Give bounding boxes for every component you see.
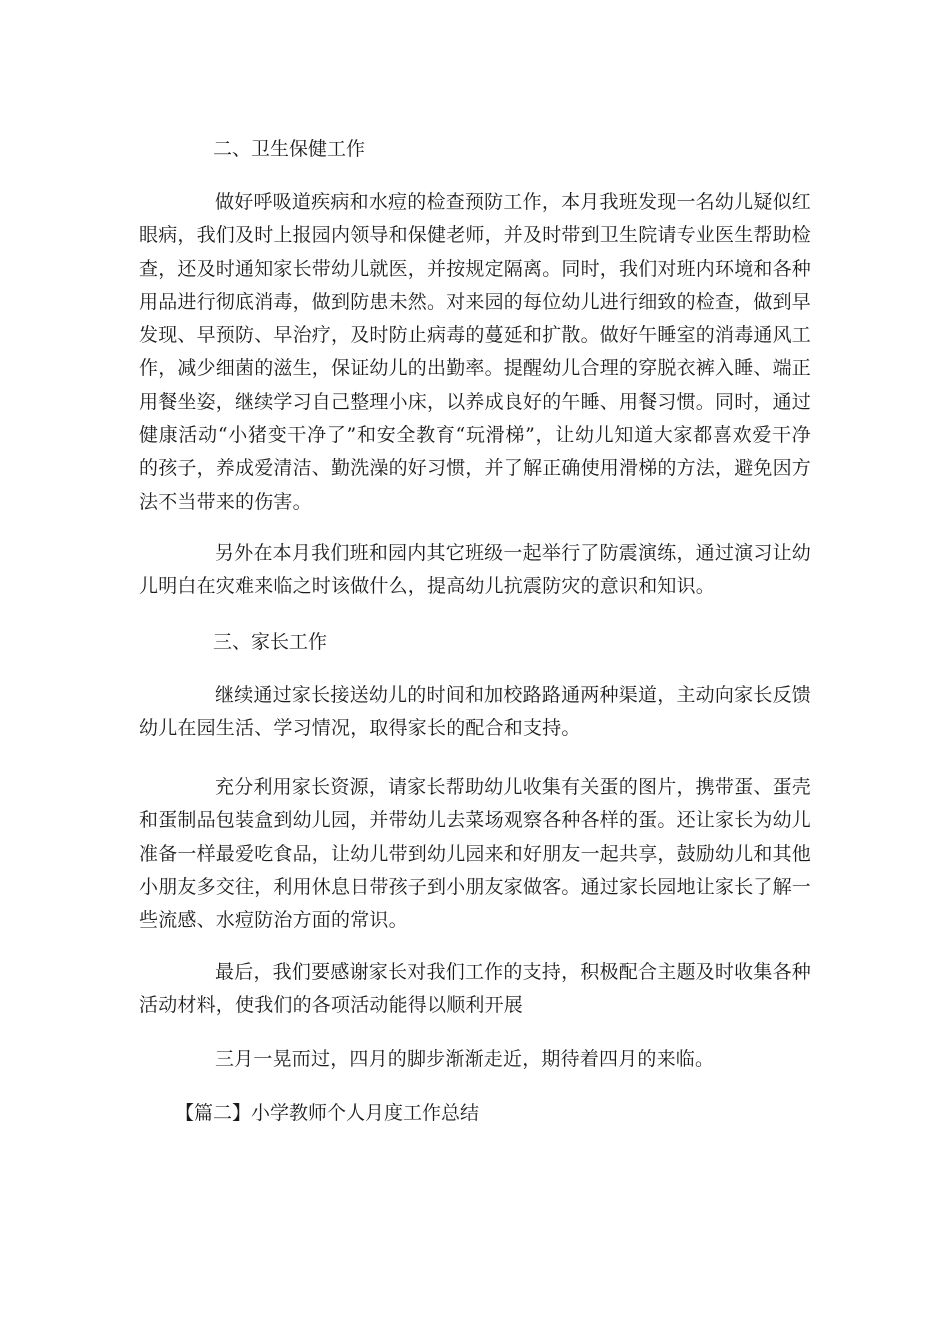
- next-article-title: 【篇二】小学教师个人月度工作总结: [175, 1102, 480, 1124]
- paragraph-parents-resources: 充分利用家长资源，请家长帮助幼儿收集有关蛋的图片，携带蛋、蛋壳和蛋制品包装盒到幼儿园，并带幼儿去菜场观察各种各样的蛋。还让家长为幼儿准备一样最爱吃食品，让幼儿带到幼儿园来和好朋友一起共享，鼓励幼儿和其他小朋友多交往，利用休息日带孩子到小朋友家做客。通过家长园地让家长了解一些流感、水痘防治方面的常识。: [139, 776, 812, 932]
- section-heading-parents: 三、家长工作: [213, 631, 328, 653]
- paragraph-closing: 三月一晃而过，四月的脚步渐渐走近，期待着四月的来临。: [215, 1048, 715, 1070]
- paragraph-health-work: 做好呼吸道疾病和水痘的检查预防工作，本月我班发现一名幼儿疑似红眼病，我们及时上报园内领导和保健老师，并及时带到卫生院请专业医生帮助检查，还及时通知家长带幼儿就医，并按规定隔离。同时，我们对班内环境和各种用品进行彻底消毒，做到防患未然。对来园的每位幼儿进行细致的检查，做到早发现、早预防、早治疗，及时防止病毒的蔓延和扩散。做好午睡室的消毒通风工作，减少细菌的滋生，保证幼儿的出勤率。提醒幼儿合理的穿脱衣裤入睡、端正用餐坐姿，继续学习自己整理小床，以养成良好的午睡、用餐习惯。同时，通过健康活动“小猪变干净了”和安全教育“玩滑梯”，让幼儿知道大家都喜欢爱干净的孩子，养成爱清洁、勤洗澡的好习惯，并了解正确使用滑梯的方法，避免因方法不当带来的伤害。: [139, 191, 812, 513]
- paragraph-parents-communication: 继续通过家长接送幼儿的时间和加校路路通两种渠道，主动向家长反馈幼儿在园生活、学习情况，取得家长的配合和支持。: [139, 684, 811, 740]
- section-heading-health: 二、卫生保健工作: [213, 138, 366, 160]
- paragraph-earthquake-drill: 另外在本月我们班和园内其它班级一起举行了防震演练，通过演习让幼儿明白在灾难来临之时该做什么，提高幼儿抗震防灾的意识和知识。: [139, 542, 811, 598]
- paragraph-thanks: 最后，我们要感谢家长对我们工作的支持，积极配合主题及时收集各种活动材料，使我们的各项活动能得以顺利开展: [139, 961, 811, 1017]
